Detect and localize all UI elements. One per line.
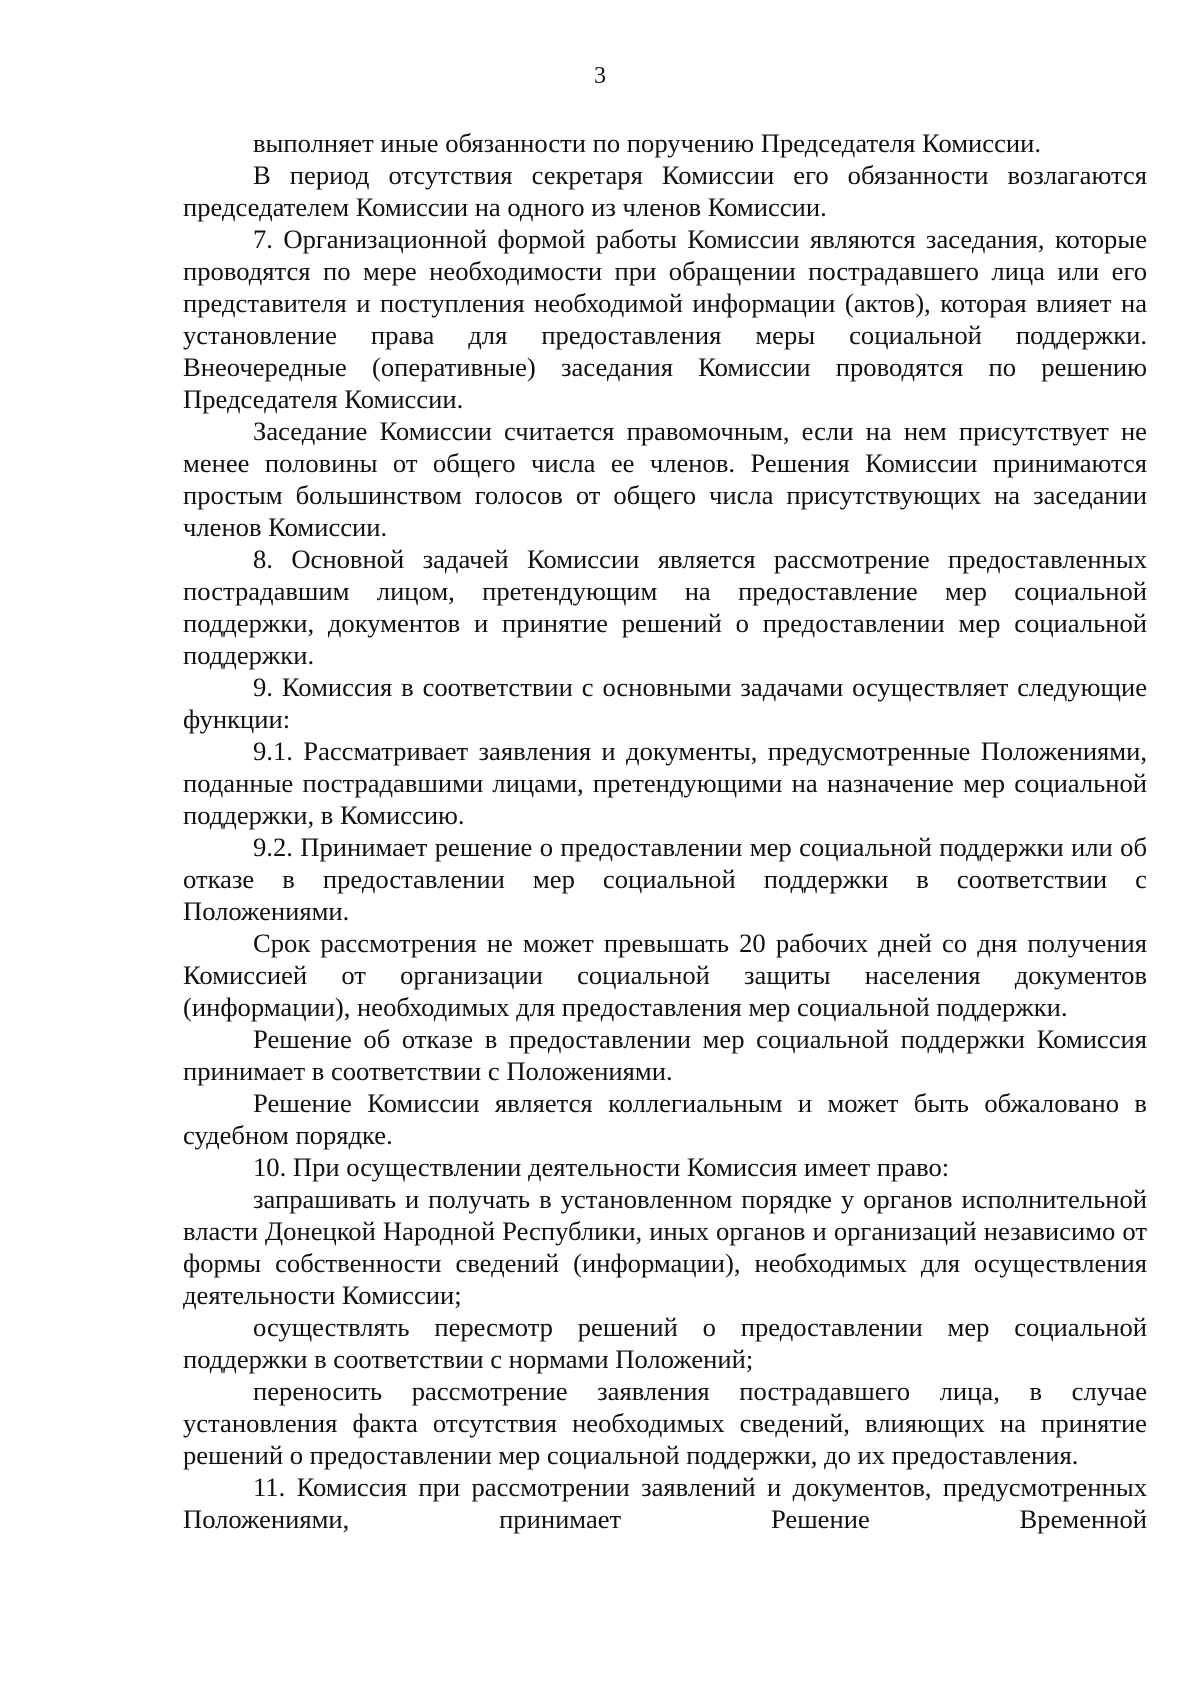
document-body [183,127,1147,1535]
paragraph-collegial-decision: Решение Комиссии является коллегиальным и может быть обжаловано в судебном порядке. [183,1088,1147,1150]
paragraph-item-11: 11. Комиссия при рассмотрении заявлений и документов, предусмотренных Положениями, принимает Решение Временной [183,1472,1147,1534]
paragraph-continuation: выполняет иные обязанности по поручению Председателя Комиссии. [253,128,1042,158]
paragraph-right-request: запрашивать и получать в установленном порядке у органов исполнительной власти Донецкой Народной Республики, иных органов и организаций независимо от формы собственности сведений (информации), необходимых для осуществления деятельности Комиссии; [183,1184,1147,1310]
paragraph-quorum: Заседание Комиссии считается правомочным, если на нем присутствует не менее половины от общего числа ее членов. Решения Комиссии принимаются простым большинством голосов от общего числа присутствующих на заседании членов Комиссии. [183,416,1147,542]
paragraph-item-9: 9. Комиссия в соответствии с основными задачами осуществляет следующие функции: [183,672,1147,734]
paragraph-item-9-1: 9.1. Рассматривает заявления и документы, предусмотренные Положениями, поданные пострадавшими лицами, претендующими на назначение мер социальной поддержки, в Комиссию. [183,736,1147,830]
paragraph-item-7: 7. Организационной формой работы Комиссии являются заседания, которые проводятся по мере необходимости при обращении пострадавшего лица или его представителя и поступления необходимой информации (актов), которая влияет на установление права для предоставления меры социальной поддержки. Внеочередные (оперативные) заседания Комиссии проводятся по решению Председателя Комиссии. [183,224,1147,414]
paragraph-review-term: Срок рассмотрения не может превышать 20 рабочих дней со дня получения Комиссией от организации социальной защиты населения документов (информации), необходимых для предоставления мер социальной поддержки. [183,928,1147,1022]
paragraph-item-9-2: 9.2. Принимает решение о предоставлении мер социальной поддержки или об отказе в предоставлении мер социальной поддержки в соответствии с Положениями. [183,832,1147,926]
paragraph-item-10: 10. При осуществлении деятельности Комиссия имеет право: [253,1152,950,1182]
paragraph-right-postpone: переносить рассмотрение заявления пострадавшего лица, в случае установления факта отсутствия необходимых сведений, влияющих на принятие решений о предоставлении мер социальной поддержки, до их предоставления. [183,1376,1147,1470]
paragraph-secretary-absence: В период отсутствия секретаря Комиссии его обязанности возлагаются председателем Комиссии на одного из членов Комиссии. [183,160,1147,222]
page-number: 3 [594,63,606,89]
paragraph-right-review: осуществлять пересмотр решений о предоставлении мер социальной поддержки в соответствии с нормами Положений; [183,1312,1147,1374]
paragraph-refusal-decision: Решение об отказе в предоставлении мер социальной поддержки Комиссия принимает в соответствии с Положениями. [183,1024,1147,1086]
paragraph-item-8: 8. Основной задачей Комиссии является рассмотрение предоставленных пострадавшим лицом, претендующим на предоставление мер социальной поддержки, документов и принятие решений о предоставлении мер социальной поддержки. [183,544,1147,670]
